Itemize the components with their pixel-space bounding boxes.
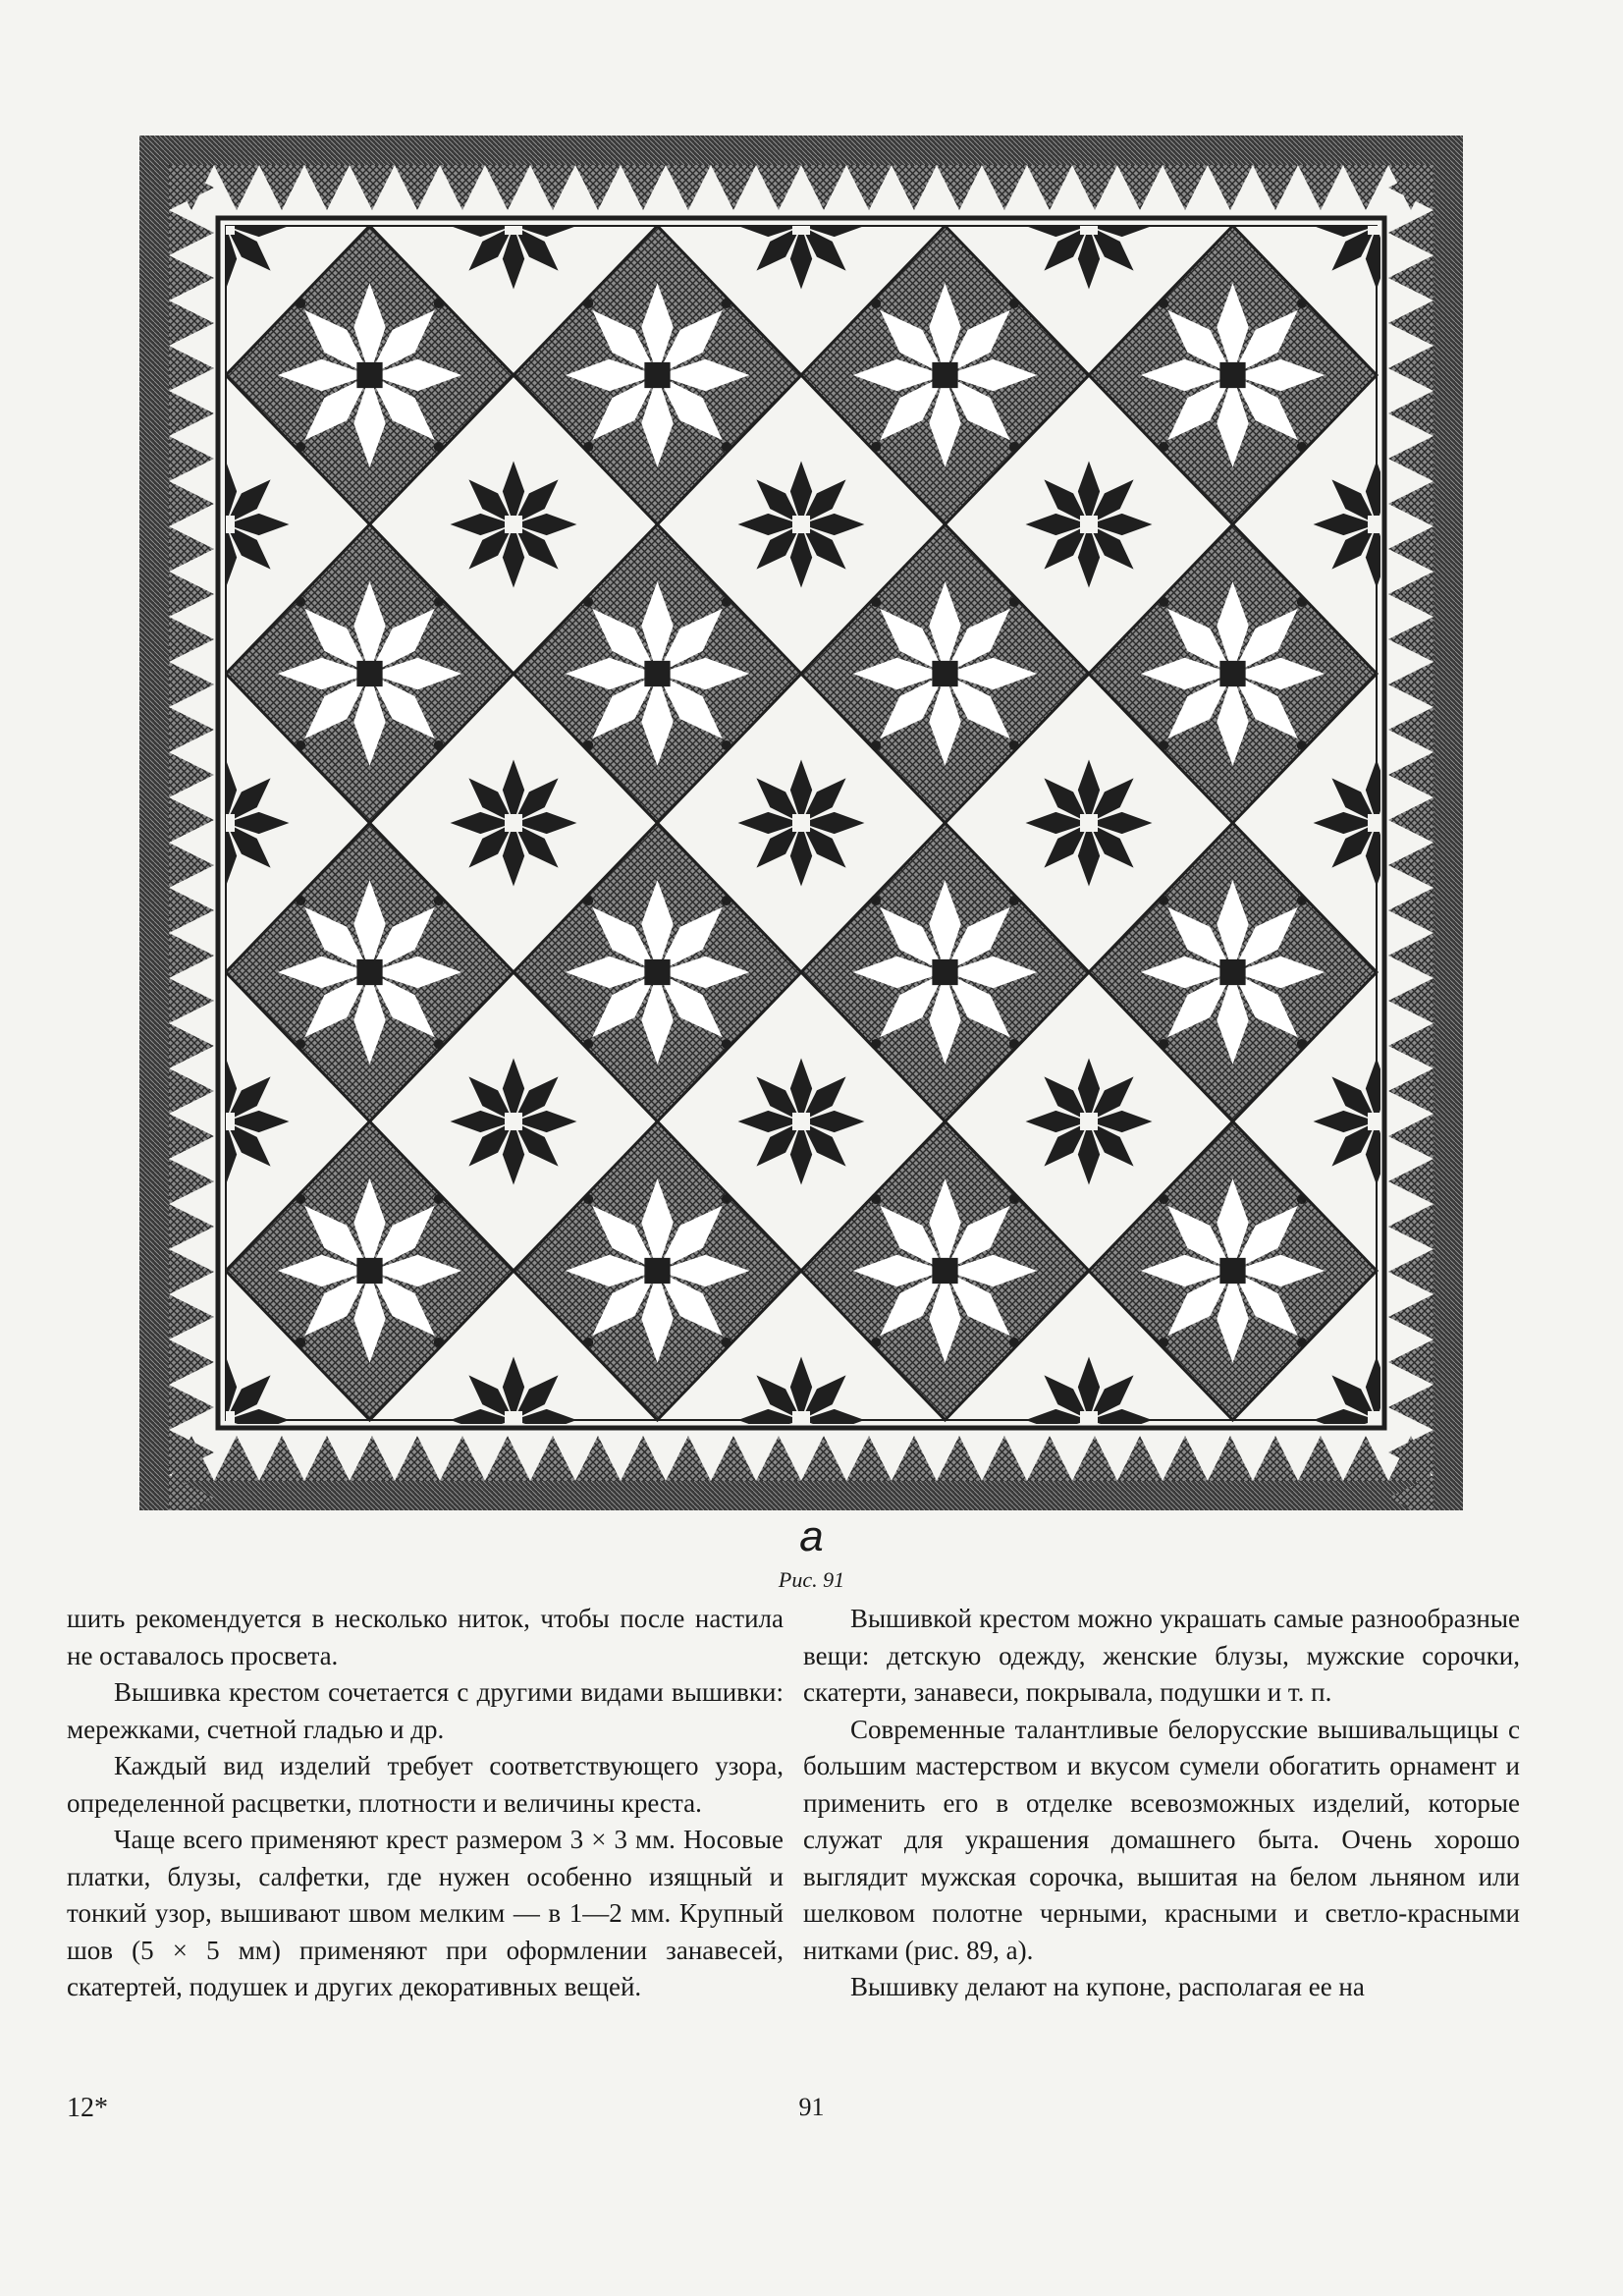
paragraph: Чаще всего применяют крест размером 3 × 3 мм. Носовые платки, блузы, салфетки, где нужен особенно изящный и тонкий узор, вышивают швом мелким — в 1—2 мм. Крупный шов (5 × 5 мм) применяют при оформлении занавесей, скатертей, подушек и других декоративных вещей.	[67, 1825, 784, 2001]
rosette-motif	[278, 880, 462, 1065]
star-motif	[1026, 760, 1153, 887]
dot-motif	[434, 1194, 444, 1204]
dot-motif	[1009, 740, 1019, 750]
dot-motif	[296, 740, 305, 750]
dot-motif	[1009, 1338, 1019, 1347]
dot-motif	[871, 442, 881, 452]
star-motif	[451, 760, 577, 887]
dot-motif	[434, 1039, 444, 1049]
star-motif	[451, 1059, 577, 1185]
dot-motif	[871, 1194, 881, 1204]
dot-motif	[1297, 1039, 1307, 1049]
dot-motif	[722, 1194, 731, 1204]
dot-motif	[722, 740, 731, 750]
rosette-motif	[278, 581, 462, 766]
rosette-motif	[853, 1178, 1038, 1363]
left-column	[67, 1601, 784, 2006]
dot-motif	[583, 740, 593, 750]
rosette-motif	[853, 581, 1038, 766]
dot-motif	[1297, 740, 1307, 750]
dot-motif	[296, 299, 305, 308]
dot-motif	[296, 597, 305, 607]
dot-motif	[434, 740, 444, 750]
dot-motif	[1297, 299, 1307, 308]
dot-motif	[583, 1039, 593, 1049]
dot-motif	[1159, 1338, 1168, 1347]
star-motif	[451, 462, 577, 588]
dot-motif	[434, 1338, 444, 1347]
dot-motif	[1159, 1039, 1168, 1049]
dot-motif	[1297, 896, 1307, 905]
dot-motif	[1159, 442, 1168, 452]
rosette-motif	[566, 1178, 750, 1363]
dot-motif	[722, 299, 731, 308]
dot-motif	[722, 1338, 731, 1347]
rosette-motif	[566, 880, 750, 1065]
paragraph: Каждый вид изделий требует соответствующего узора, определенной расцветки, плотности и величины креста.	[67, 1751, 784, 1818]
embroidery-figure	[139, 136, 1463, 1510]
dot-motif	[1009, 896, 1019, 905]
dot-motif	[583, 1338, 593, 1347]
dot-motif	[583, 896, 593, 905]
rosette-motif	[1141, 283, 1325, 467]
dot-motif	[1297, 1194, 1307, 1204]
rosette-motif	[1141, 1178, 1325, 1363]
dot-motif	[1297, 1338, 1307, 1347]
dot-motif	[583, 442, 593, 452]
rosette-motif	[566, 283, 750, 467]
star-motif	[738, 1059, 865, 1185]
dot-motif	[871, 1039, 881, 1049]
page-number: 91	[798, 2093, 825, 2121]
dot-motif	[583, 597, 593, 607]
star-motif	[738, 462, 865, 588]
paragraph: Вышивкой крестом можно украшать самые разнообразные вещи: детскую одежду, женские блузы, мужские сорочки, скатерти, занавеси, покрывала, подушки и т. п.	[803, 1604, 1520, 1707]
dot-motif	[871, 1338, 881, 1347]
dot-motif	[296, 1039, 305, 1049]
figure-caption: Рис. 91	[778, 1567, 845, 1592]
star-motif	[1026, 1059, 1153, 1185]
dot-motif	[296, 896, 305, 905]
dot-motif	[1297, 442, 1307, 452]
paragraph: шить рекомендуется в несколько ниток, чтобы после настила не оставалось просвета.	[67, 1604, 784, 1670]
right-column	[803, 1601, 1520, 2006]
dot-motif	[722, 1039, 731, 1049]
dot-motif	[1297, 597, 1307, 607]
dot-motif	[722, 896, 731, 905]
dot-motif	[583, 299, 593, 308]
paragraph: Современные талантливые белорусские вышивальщицы с большим мастерством и вкусом сумели обогатить орнамент и применить его в отделке всевозможных изделий, которые служат для украшения домашнего быта. Очень хорошо выглядит мужская сорочка, вышитая на белом льняном или шелковом полотне черными, красными и светло-красными нитками (рис. 89, а).	[803, 1714, 1520, 1965]
figure-letter: а	[799, 1512, 824, 1560]
rosette-motif	[278, 283, 462, 467]
dot-motif	[296, 442, 305, 452]
rosette-motif	[278, 1178, 462, 1363]
dot-motif	[722, 597, 731, 607]
dot-motif	[871, 299, 881, 308]
dot-motif	[434, 442, 444, 452]
dot-motif	[583, 1194, 593, 1204]
dot-motif	[296, 1194, 305, 1204]
dot-motif	[1159, 896, 1168, 905]
dot-motif	[1009, 1194, 1019, 1204]
paragraph: Вышивку делают на купоне, располагая ее на	[850, 1972, 1365, 2001]
printer-signature: 12*	[67, 2093, 108, 2123]
dot-motif	[1159, 299, 1168, 308]
dot-motif	[1159, 740, 1168, 750]
dot-motif	[871, 597, 881, 607]
rosette-motif	[853, 880, 1038, 1065]
star-motif	[1026, 462, 1153, 588]
rosette-motif	[1141, 880, 1325, 1065]
dot-motif	[722, 442, 731, 452]
star-motif	[738, 760, 865, 887]
dot-motif	[871, 896, 881, 905]
rosette-motif	[566, 581, 750, 766]
dot-motif	[1009, 1039, 1019, 1049]
dot-motif	[434, 597, 444, 607]
dot-motif	[296, 1338, 305, 1347]
embroidery-pattern	[139, 136, 1463, 1510]
dot-motif	[1009, 597, 1019, 607]
dot-motif	[1159, 597, 1168, 607]
dot-motif	[1159, 1194, 1168, 1204]
dot-motif	[434, 299, 444, 308]
dot-motif	[434, 896, 444, 905]
paragraph: Вышивка крестом сочетается с другими видами вышивки: мережками, счетной гладью и др.	[67, 1677, 784, 1744]
dot-motif	[871, 740, 881, 750]
dot-motif	[1009, 299, 1019, 308]
rosette-motif	[1141, 581, 1325, 766]
dot-motif	[1009, 442, 1019, 452]
rosette-motif	[853, 283, 1038, 467]
